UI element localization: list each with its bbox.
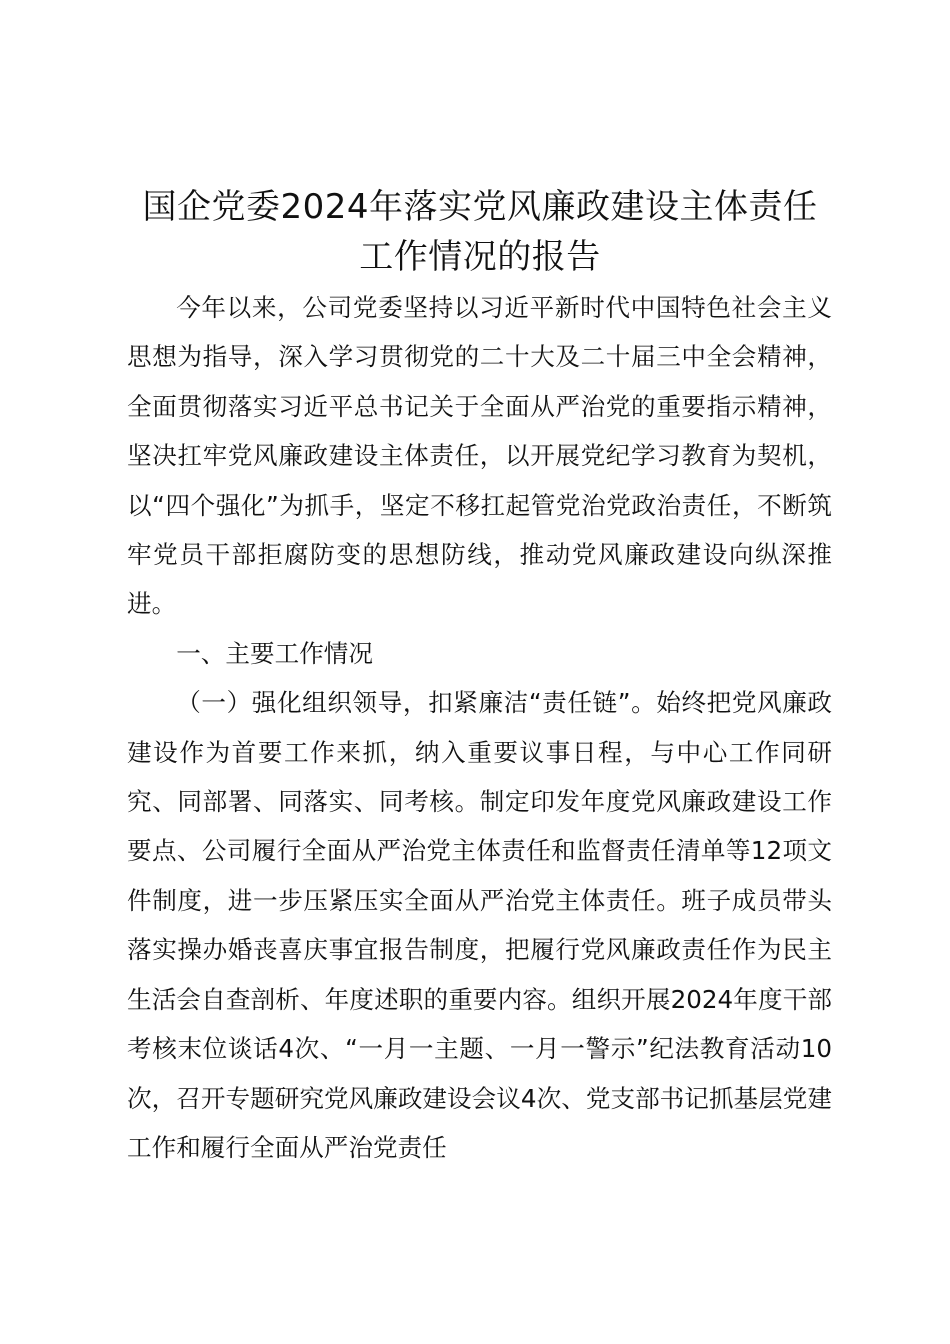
title-line-2: 工作情况的报告	[359, 237, 601, 277]
document-title	[100, 182, 860, 282]
title-line-1: 国企党委2024年落实党风廉政建设主体责任	[142, 187, 818, 227]
section-heading-main-work: 一、主要工作情况	[176, 638, 373, 668]
subsection-paragraph-organization: （一）强化组织领导，扣紧廉洁“责任链”。始终把党风廉政建设作为首要工作来抓，纳入重要议事日程，与中心工作同研究、同部署、同落实、同考核。制定印发年度党风廉政建设工作要点、公司履行全面从严治党主体责任和监督责任清单等12项文件制度，进一步压紧压实全面从严治党主体责任。班子成员带头落实操办婚丧喜庆事宜报告制度，把履行党风廉政责任作为民主生活会自查剖析、年度述职的重要内容。组织开展2024年度干部考核末位谈话4次、“一月一主题、一月一警示”纪法教育活动10次，召开专题研究党风廉政建设会议4次、党支部书记抓基层党建工作和履行全面从严治党责任	[127, 688, 832, 1162]
document-body	[127, 283, 832, 1172]
intro-paragraph: 今年以来，公司党委坚持以习近平新时代中国特色社会主义思想为指导，深入学习贯彻党的二十大及二十届三中全会精神，全面贯彻落实习近平总书记关于全面从严治党的重要指示精神，坚决扛牢党风廉政建设主体责任，以开展党纪学习教育为契机，以“四个强化”为抓手，坚定不移扛起管党治党政治责任，不断筑牢党员干部拒腐防变的思想防线，推动党风廉政建设向纵深推进。	[127, 293, 832, 619]
